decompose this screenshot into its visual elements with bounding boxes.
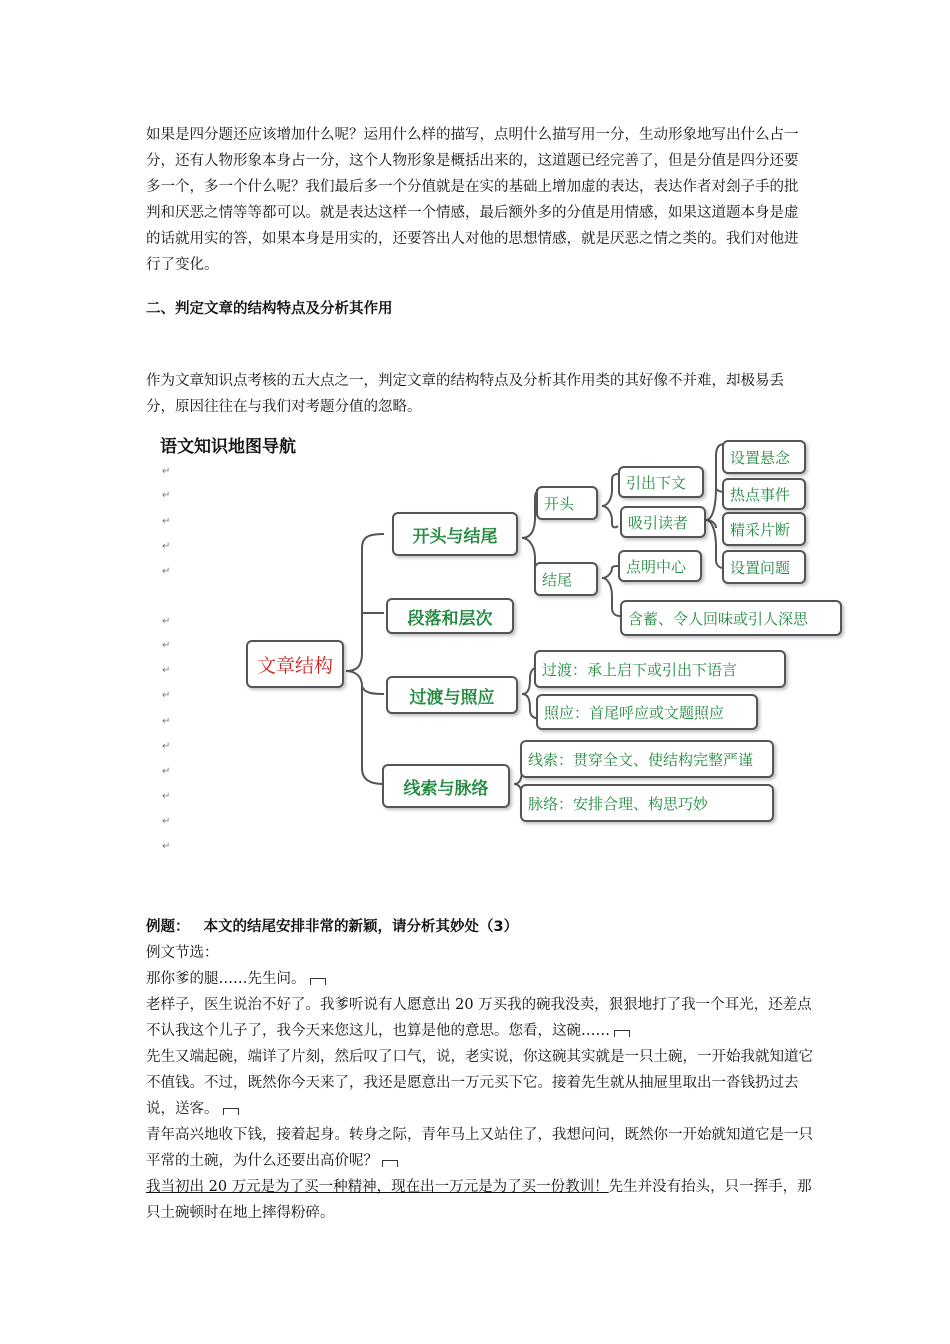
mind-map-node-ending: 结尾 <box>534 562 598 596</box>
mind-map-node-hot-events: 热点事件 <box>722 478 806 510</box>
mind-map-node-vein-detail: 脉络：安排合理、构思巧妙 <box>520 784 774 822</box>
return-mark: ↵ <box>162 716 171 727</box>
mind-map-node-suspense: 设置悬念 <box>722 440 806 474</box>
return-mark: ↵ <box>162 490 171 501</box>
paragraph-mark-icon <box>614 1030 630 1037</box>
mind-map-node-lead-in: 引出下文 <box>618 466 704 498</box>
section-heading: 二、判定文章的结构特点及分析其作用 <box>146 301 393 317</box>
mind-map-title: 语文知识地图导航 <box>160 437 296 457</box>
mind-map-root: 文章结构 <box>246 640 344 688</box>
mind-map-node-questions: 设置问题 <box>722 550 806 584</box>
return-mark: ↵ <box>162 466 171 477</box>
example-section <box>146 914 814 1226</box>
example-label: 例题： <box>146 919 190 935</box>
mind-map-figure <box>150 428 850 878</box>
mind-map-node-clue-detail: 线索：贯穿全文、使结构完整严谨 <box>520 740 774 778</box>
mind-map-node-echo-detail: 照应：首尾呼应或文题照应 <box>536 694 758 730</box>
mind-map-node-implicit: 含蓄、令人回味或引人深思 <box>620 600 842 636</box>
structure-paragraph: 作为文章知识点考核的五大点之一，判定文章的结构特点及分析其作用类的其好像不并难，却极易丢分，原因往往在与我们对考题分值的忽略。 <box>146 373 784 415</box>
mind-map-node-highlights: 精采片断 <box>722 512 806 546</box>
example-question <box>146 914 814 940</box>
mind-map-node-main-idea: 点明中心 <box>618 550 702 582</box>
return-mark: ↵ <box>162 516 171 527</box>
return-mark: ↵ <box>162 566 171 577</box>
intro-paragraph: 如果是四分题还应该增加什么呢？运用什么样的描写，点明什么描写用一分，生动形象地写出什么占一分，还有人物形象本身占一分，这个人物形象是概括出来的，这道题已经完善了，但是分值是四分还要多一个，多一个什么呢？我们最后多一个分值就是在实的基础上增加虚的表达，表达作者对刽子手的批判和厌恶之情等等都可以。就是表达这样一个情感，最后额外多的分值是用情感，如果这道题本身是虚的话就用实的答，如果本身是用实的，还要答出人对他的思想情感，就是厌恶之情之类的。我们对他进行了变化。 <box>146 127 799 273</box>
example-paragraph-1: 那你爹的腿……先生问。 <box>146 966 814 992</box>
return-mark: ↵ <box>162 741 171 752</box>
return-mark: ↵ <box>162 665 171 676</box>
mind-map-node-transition-detail: 过渡：承上启下或引出下语言 <box>534 650 786 688</box>
example-paragraph-2: 老样子，医生说治不好了。我爹听说有人愿意出 20 万买我的碗我没卖，狠狠地打了我一个耳光，还差点不认我这个儿子了，我今天来您这儿，也算是他的意思。您看，这碗…… <box>146 997 812 1039</box>
return-mark: ↵ <box>162 640 171 651</box>
example-source: 例文节选： <box>146 945 219 961</box>
paragraph-mark-icon <box>382 1160 398 1167</box>
example-paragraph-5: 我当初出 20 万元是为了买一种精神，现在出一万元是为了买一份教训！先生并没有抬头，只一挥手，那只土碗顿时在地上摔得粉碎。 <box>146 1179 812 1221</box>
return-mark: ↵ <box>162 690 171 701</box>
example-paragraph-4: 青年高兴地收下钱，接着起身。转身之际，青年马上又站住了，我想问问，既然你一开始就知道它是一只平常的土碗，为什么还要出高价呢？ <box>146 1127 813 1169</box>
return-mark: ↵ <box>162 541 171 552</box>
return-mark: ↵ <box>162 766 171 777</box>
paragraph-mark-icon <box>223 1108 239 1115</box>
mind-map-node-opening: 开头 <box>536 486 598 520</box>
example-paragraph-3: 先生又端起碗，端详了片刻，然后叹了口气，说，老实说，你这碗其实就是一只土碗，一开始我就知道它不值钱。不过，既然你今天来了，我还是愿意出一万元买下它。接着先生就从抽屉里取出一沓钱扔过去说，送客。 <box>146 1049 813 1117</box>
return-mark: ↵ <box>162 616 171 627</box>
mind-map-node-clue: 线索与脉络 <box>382 764 510 808</box>
return-mark: ↵ <box>162 791 171 802</box>
mind-map-node-transition: 过渡与照应 <box>386 676 518 714</box>
example-question-text: 本文的结尾安排非常的新颖，请分析其妙处（3） <box>203 919 519 935</box>
underlined-quote: 我当初出 20 万元是为了买一种精神，现在出一万元是为了买一份教训！ <box>146 1179 609 1195</box>
return-mark: ↵ <box>162 841 171 852</box>
mind-map-node-attract: 吸引读者 <box>620 506 706 538</box>
paragraph-mark-icon <box>310 978 326 985</box>
mind-map-node-paragraphs: 段落和层次 <box>386 598 514 634</box>
mind-map-node-opening-ending: 开头与结尾 <box>392 512 518 556</box>
return-mark: ↵ <box>162 816 171 827</box>
